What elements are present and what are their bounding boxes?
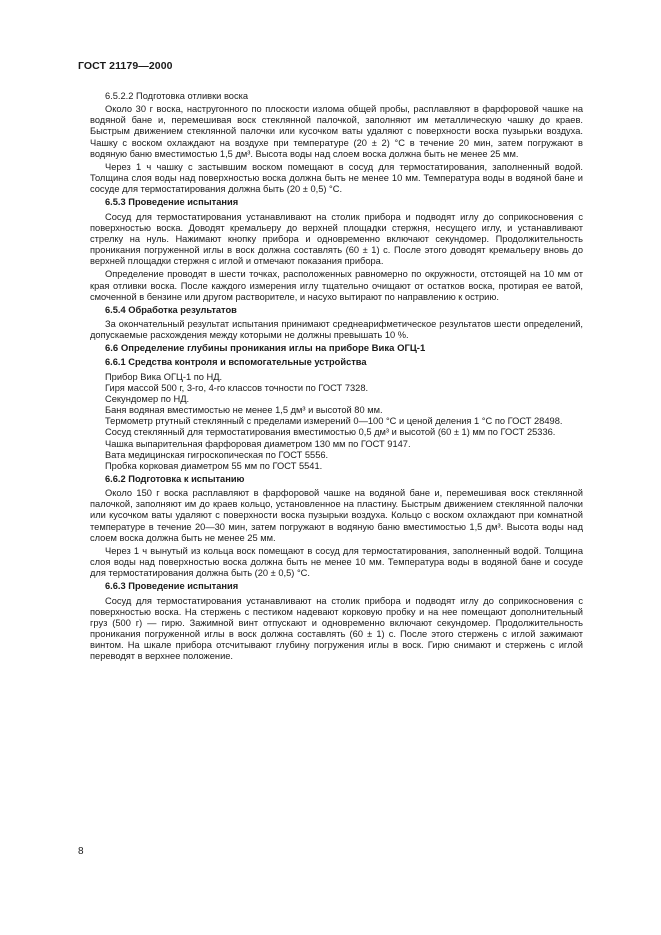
list-item: Секундомер по НД. (105, 393, 190, 404)
list-item: Вата медицинская гигроскопическая по ГОСТ 5556. (105, 449, 329, 460)
document-header: ГОСТ 21179—2000 (78, 60, 173, 72)
section-title-654: 6.5.4 Обработка результатов (105, 304, 237, 315)
section-title-662: 6.6.2 Подготовка к испытанию (105, 474, 245, 484)
paragraph: Сосуд для термостатирования устанавливают на столик прибора и подводят иглу до соприкосновения с поверхностью воска. На стержень с пестиком надевают корковую пробку и на нее помещают дополнительный груз (500 г) — гирю. Зажимной винт отпускают и одновременно включают секундомер. Продолжительность проникания погруженной иглы в воск должна составлять (60 ± 1) с. После этого стержень с иглой зажимают винтом. На шкале прибора отсчитывают глубину погружения иглы в воск. Гирю снимают и стержень с иглой переводят в верхнее положение. (90, 595, 583, 662)
document-body (90, 91, 583, 665)
list-item: Гиря массой 500 г, 3-го, 4-го классов точности по ГОСТ 7328. (105, 382, 369, 393)
list-item: Пробка корковая диаметром 55 мм по ГОСТ 5541. (105, 460, 323, 471)
paragraph: Определение проводят в шести точках, расположенных равномерно по окружности, отстоящей на 10 мм от края отливки воска. После каждого измерения иглу тщательно очищают от остатков воска, протирая ее ватой, смоченной в бензине или другом растворителе, и насухо вытирают по направлению к острию. (90, 269, 583, 302)
paragraph: За окончательный результат испытания принимают среднеарифметическое результатов шести определений, допускаемые расхождения между которыми не должны превышать 10 %. (90, 318, 583, 341)
page-number: 8 (78, 846, 84, 857)
paragraph: Около 150 г воска расплавляют в фарфоровой чашке на водяной бане и, перемешивая воск стеклянной палочкой, заполняют им до краев кольцо, установленное на пластину. Быстрым движением стеклянной палочки или кусочком ваты удаляют с поверхности воска пузырьки воздуха. Кольцо с воском охлаждают при комнатной температуре в течение 20—30 мин, затем погружают в водяную баню вместимостью 1,5 дм³. Высота воды над слоем воска должна быть не менее 25 мм. (90, 488, 583, 543)
list-item: Прибор Вика ОГЦ-1 по НД. (105, 371, 223, 382)
section-title-66: 6.6 Определение глубины проникания иглы на приборе Вика ОГЦ-1 (105, 343, 426, 355)
list-item: Баня водяная вместимостью не менее 1,5 дм³ и высотой 80 мм. (105, 405, 383, 416)
section-title-663: 6.6.3 Проведение испытания (105, 581, 239, 592)
list-item: Сосуд стеклянный для термостатирования вместимостью 0,5 дм³ и высотой (60 ± 1) мм по ГОСТ 25336. (105, 427, 556, 438)
paragraph: Сосуд для термостатирования устанавливают на столик прибора и подводят иглу до соприкосновения с поверхностью воска. Доводят кремальеру до верхней площадки стержня, несущего иглу, и устанавливают стрелку на нуль. Нажимают кнопку прибора и одновременно включают секундомер. Продолжительность проникания погруженной иглы в воск должна составлять (60 ± 1) с. После этого доводят кремальеру вновь до верхней площадки стержня с иглой и отмечают показания прибора. (90, 211, 583, 267)
list-item: Чашка выпарительная фарфоровая диаметром 130 мм по ГОСТ 9147. (105, 438, 411, 449)
section-title-661: 6.6.1 Средства контроля и вспомогательные устройства (105, 357, 367, 368)
section-title-6522: 6.5.2.2 Подготовка отливки воска (105, 91, 249, 101)
paragraph: Через 1 ч вынутый из кольца воск помещают в сосуд для термостатирования, заполненный водой. Толщина слоя воды над поверхностью воска должна быть не менее 10 мм. Температура воды в водяной бане и сосуде для термостатирования должна быть (20 ± 0,5) °С. (90, 545, 583, 579)
section-title-653: 6.5.3 Проведение испытания (105, 197, 239, 208)
paragraph: Через 1 ч чашку с застывшим воском помещают в сосуд для термостатирования, заполненный водой. Толщина слоя воды над поверхностью воска должна быть не менее 10 мм. Температура воды в водяной бане и сосуде для термостатирования должна быть (20 ± 0,5) °С. (90, 161, 583, 195)
paragraph: Около 30 г воска, настругонного по плоскости излома общей пробы, расплавляют в фарфоровой чашке на водяной бане и, перемешивая воск стеклянной палочкой, заполняют им металлическую чашку до краев. Быстрым движением стеклянной палочки или кусочком ваты удаляют с поверхности воска пузырьки воздуха. Чашку с воском охлаждают на воздухе при температуре (20 ± 2) °С в течение 20 мин, затем погружают в водяную баню вместимостью 1,5 дм³. Высота воды над слоем воска должна быть не менее 25 мм. (90, 104, 583, 159)
list-item: Термометр ртутный стеклянный с пределами измерений 0—100 °С и ценой деления 1 °С по ГОСТ 28498. (105, 416, 563, 427)
